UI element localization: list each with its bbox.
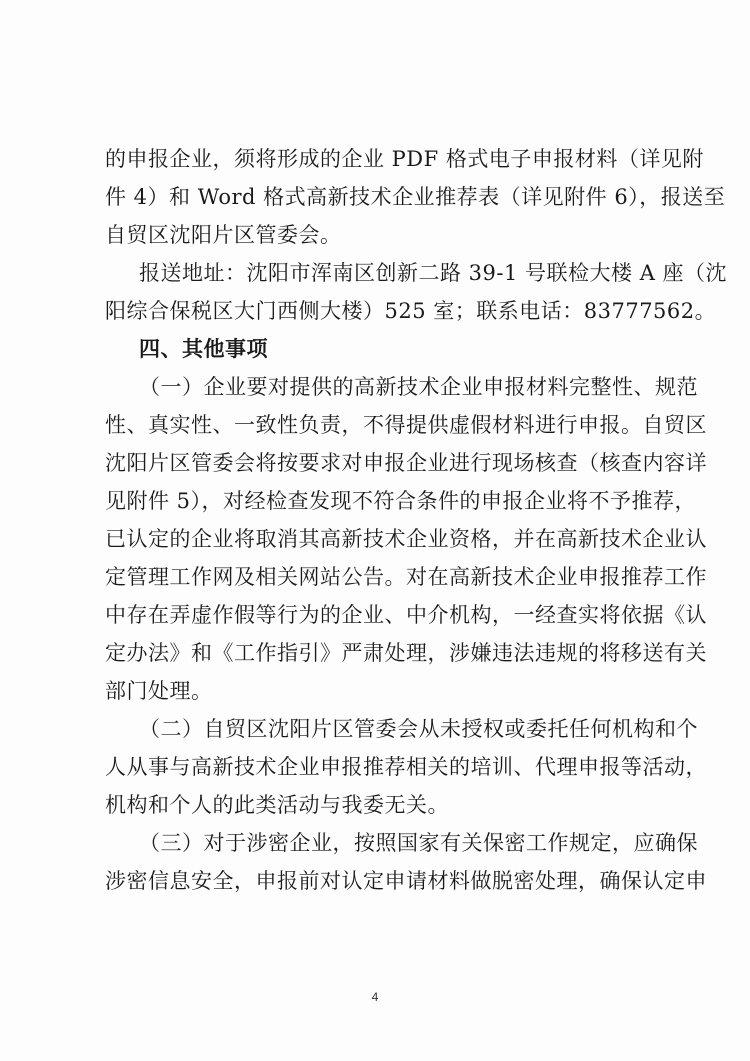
body-line: 见附件 5），对经检查发现不符合条件的申报企业将不予推荐， <box>105 489 697 513</box>
body-line: （二）自贸区沈阳片区管委会从未授权或委托任何机构和个 <box>139 717 698 741</box>
body-line: 涉密信息安全，申报前对认定申请材料做脱密处理，确保认定申 <box>105 869 707 893</box>
body-line: 的申报企业，须将形成的企业 PDF 格式电子申报材料（详见附 <box>105 147 704 171</box>
body-line: 件 4）和 Word 格式高新技术企业推荐表（详见附件 6），报送至 <box>105 185 726 209</box>
address-line: 报送地址：沈阳市浑南区创新二路 39-1 号联检大楼 A 座（沈 <box>139 261 728 285</box>
document-body <box>105 140 728 900</box>
body-line: 已认定的企业将取消其高新技术企业资格，并在高新技术企业认 <box>105 527 707 551</box>
page-number: 4 <box>371 990 379 1004</box>
address-line: 阳综合保税区大门西侧大楼）525 室；联系电话：83777562。 <box>105 299 717 323</box>
body-line: 人从事与高新技术企业申报推荐相关的培训、代理申报等活动， <box>105 755 707 779</box>
body-line: 定办法》和《工作指引》严肃处理，涉嫌违法违规的将移送有关 <box>105 641 707 665</box>
body-line: 性、真实性、一致性负责，不得提供虚假材料进行申报。自贸区 <box>105 413 707 437</box>
body-line: 沈阳片区管委会将按要求对申报企业进行现场核查（核查内容详 <box>105 451 707 475</box>
body-line: 中存在弄虚作假等行为的企业、中介机构，一经查实将依据《认 <box>105 603 707 627</box>
body-line: （一）企业要对提供的高新技术企业申报材料完整性、规范 <box>139 375 698 399</box>
section-heading: 四、其他事项 <box>139 337 268 361</box>
body-line: 自贸区沈阳片区管委会。 <box>105 223 342 247</box>
body-line: 机构和个人的此类活动与我委无关。 <box>105 793 449 817</box>
body-line: （三）对于涉密企业，按照国家有关保密工作规定，应确保 <box>139 831 698 855</box>
body-line: 定管理工作网及相关网站公告。对在高新技术企业申报推荐工作 <box>105 565 707 589</box>
body-line: 部门处理。 <box>105 679 213 703</box>
